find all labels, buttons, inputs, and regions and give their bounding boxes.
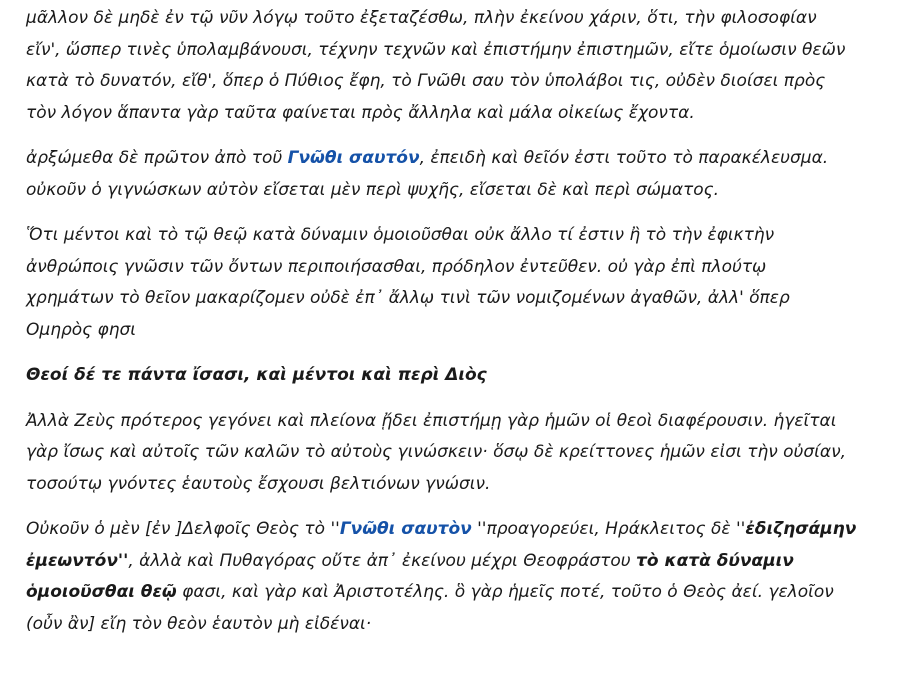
text-line: Ομηρὸς φησι — [26, 319, 137, 340]
emphasis-phrase: τὸ κατὰ δύναμιν — [636, 550, 794, 571]
paragraph-1 — [26, 3, 902, 129]
emphasis-phrase-cont: ὁμοιοῦσθαι θεῷ — [26, 582, 177, 602]
gnothi-sauton-link[interactable]: Γνῶθι σαυτόν — [287, 148, 420, 168]
text-line: Ὅτι μέντοι καὶ τὸ τῷ θεῷ κατὰ δύναμιν ὁμοιοῦσθαι οὐκ ἄλλο τί ἐστιν ἢ τὸ τὴν ἐφικτὴν — [26, 225, 775, 245]
paragraph-5 — [26, 406, 902, 501]
heraclitus-quote-cont: ἐμεωντόν'' — [26, 550, 129, 571]
text-segment: φασι, καὶ γὰρ καὶ Ἀριστοτέλης. ὃ γὰρ ἡμεῖς ποτέ, τοῦτο ὁ Θεὸς ἀεί. γελοῖον — [176, 582, 834, 602]
text-segment: , ἀλλὰ καὶ Πυθαγόρας οὔτε ἀπ᾽ ἐκείνου μέχρι Θεοφράστου — [128, 550, 637, 571]
paragraph-2 — [26, 143, 902, 206]
text-line: χρημάτων τὸ θεῖον μακαρίζομεν οὐδὲ ἐπ᾽ ἄλλῳ τινὶ τῶν νομιζομένων ἀγαθῶν, ἀλλ' ὅπερ — [26, 288, 790, 308]
paragraph-3 — [26, 220, 902, 346]
text-line: κατὰ τὸ δυνατόν, εἴθ', ὅπερ ὁ Πύθιος ἔφη, τὸ Γνῶθι σαυ τὸν ὑπολάβοι τις, οὐδὲν διοίσει πρὸς — [26, 71, 826, 91]
text-segment: ἀρξώμεθα δὲ πρῶτον ἀπὸ τοῦ — [26, 148, 288, 168]
text-segment: Οὐκοῦν ὁ μὲν [ἐν ]Δελφοῖς Θεὸς τὸ '' — [26, 519, 340, 539]
text-line: Ἀλλὰ Ζεὺς πρότερος γεγόνει καὶ πλείονα ᾔδει ἐπιστήμῃ γὰρ ἡμῶν οἱ θεοὶ διαφέρουσιν. ἡγεῖται — [26, 410, 837, 431]
homer-quote: Θεοί δέ τε πάντα ἴσασι, καὶ μέντοι καὶ περὶ Διὸς — [26, 365, 487, 385]
text-line: οὐκοῦν ὁ γιγνώσκων αὐτὸν εἴσεται μὲν περὶ ψυχῆς, εἴσεται δὲ καὶ περὶ σώματος. — [26, 179, 720, 200]
text-line: τὸν λόγον ἅπαντα γὰρ ταῦτα φαίνεται πρὸς ἄλληλα καὶ μάλα οἰκείως ἔχοντα. — [26, 102, 695, 123]
text-line: μᾶλλον δὲ μηδὲ ἐν τῷ νῦν λόγῳ τοῦτο ἐξεταζέσθω, πλὴν ἐκείνου χάριν, ὅτι, τὴν φιλοσοφίαν — [26, 8, 817, 28]
text-line: τοσούτῳ γνόντες ἑαυτοὺς ἔσχουσι βελτιόνων γνώσιν. — [26, 473, 491, 494]
heraclitus-quote: ἐδιζησάμην — [745, 519, 857, 539]
text-line: εἴν', ὥσπερ τινὲς ὑπολαμβάνουσι, τέχνην τεχνῶν καὶ ἐπιστήμην ἐπιστημῶν, εἴτε ὁμοίωσιν θεῶν — [26, 39, 846, 60]
text-line: (οὖν ἂν] εἴη τὸν θεὸν ἑαυτὸν μὴ εἰδέναι· — [26, 613, 372, 634]
paragraph-6 — [26, 514, 902, 640]
text-segment: ''προαγορεύει, Ηράκλειτος δὲ '' — [471, 519, 746, 539]
text-line: ἀνθρώποις γνῶσιν τῶν ὄντων περιποιήσασθαι, πρόδηλον ἐντεῦθεν. οὐ γὰρ ἐπὶ πλούτῳ — [26, 256, 767, 277]
text-line: γὰρ ἴσως καὶ αὐτοῖς τῶν καλῶν τὸ αὐτοὺς γινώσκειν· ὅσῳ δὲ κρείττονες ἡμῶν εἰσι τὴν οὐσίαν, — [26, 442, 846, 462]
gnothi-sauton-link-2[interactable]: Γνῶθι σαυτὸν — [339, 519, 472, 539]
text-segment: , ἐπειδὴ καὶ θεῖόν ἐστι τοῦτο τὸ παρακέλευσμα. — [419, 148, 829, 168]
